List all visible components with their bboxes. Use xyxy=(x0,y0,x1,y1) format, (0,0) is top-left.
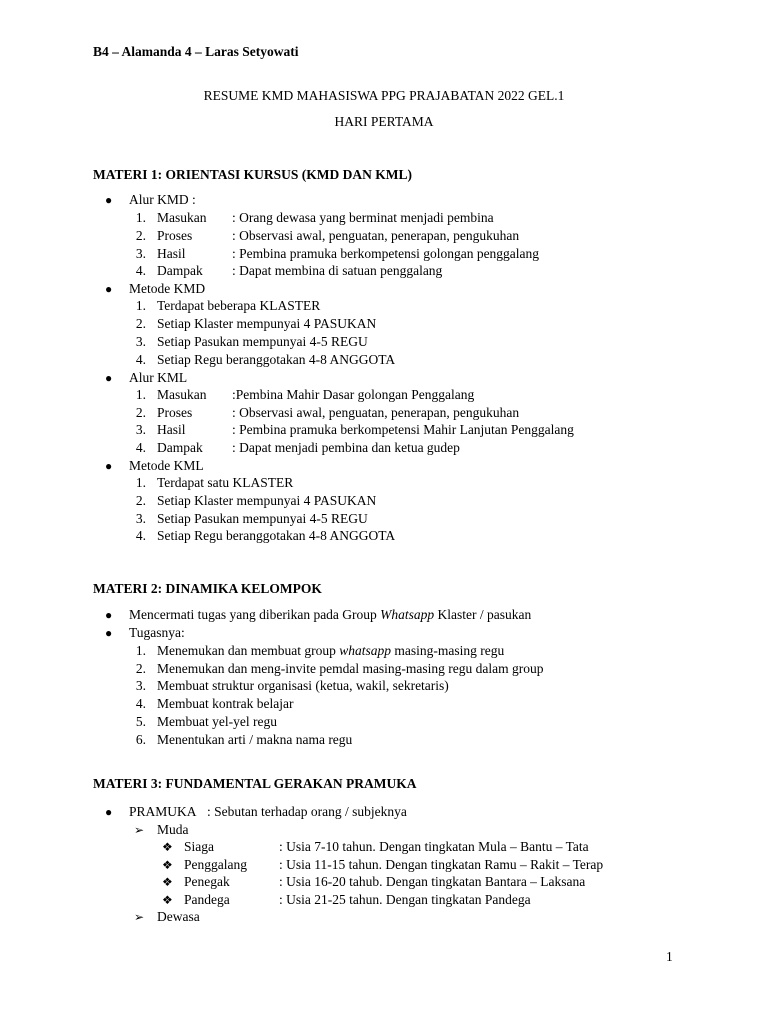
materi2-bullet-2: Tugasnya: xyxy=(129,625,185,640)
list-item-text: Setiap Pasukan mempunyai 4-5 REGU xyxy=(157,511,368,526)
list-item-key: Hasil xyxy=(157,246,186,261)
list-number: 4. xyxy=(135,440,146,455)
list-number: 4. xyxy=(135,528,146,543)
list-number: 6. xyxy=(135,732,146,747)
pramuka-label: PRAMUKA xyxy=(129,804,197,819)
list-item-key: Dampak xyxy=(157,440,203,455)
pramuka-value: : Sebutan terhadap orang / subjeknya xyxy=(207,804,407,819)
list-item-value: : Observasi awal, penguatan, penerapan, pengukuhan xyxy=(232,405,520,420)
list-item-key: Dampak xyxy=(157,263,203,278)
alur-kml-label: Alur KML xyxy=(129,370,188,385)
list-item-key: Proses xyxy=(157,405,193,420)
list-item-text: Terdapat satu KLASTER xyxy=(157,475,294,490)
level-value: : Usia 11-15 tahun. Dengan tingkatan Ramu – Rakit – Terap xyxy=(279,857,604,872)
bullet-icon: ● xyxy=(105,608,113,622)
list-number: 1. xyxy=(135,210,146,225)
materi2-heading: MATERI 2: DINAMIKA KELOMPOK xyxy=(93,581,322,596)
list-item-text: Membuat struktur organisasi (ketua, wakil, sekretaris) xyxy=(157,678,449,693)
list-number: 2. xyxy=(135,228,146,243)
list-item-key: Proses xyxy=(157,228,193,243)
list-item-text: Terdapat beberapa KLASTER xyxy=(157,298,321,313)
page-number: 1 xyxy=(666,949,673,964)
metode-kml-label: Metode KML xyxy=(129,458,204,473)
bullet-icon: ● xyxy=(105,459,113,473)
list-number: 1. xyxy=(135,387,146,402)
list-item-text: Setiap Regu beranggotakan 4-8 ANGGOTA xyxy=(157,528,396,543)
list-number: 4. xyxy=(135,263,146,278)
level-value: : Usia 16-20 tahub. Dengan tingkatan Bantara – Laksana xyxy=(279,874,586,889)
level-key: Penggalang xyxy=(184,857,247,872)
materi3-heading: MATERI 3: FUNDAMENTAL GERAKAN PRAMUKA xyxy=(93,776,417,791)
list-number: 2. xyxy=(135,493,146,508)
diamond-bullet-icon: ❖ xyxy=(162,875,173,889)
level-key: Pandega xyxy=(184,892,230,907)
diamond-bullet-icon: ❖ xyxy=(162,840,173,854)
list-number: 4. xyxy=(135,696,146,711)
list-item-value: : Orang dewasa yang berminat menjadi pembina xyxy=(232,210,494,225)
list-number: 3. xyxy=(135,422,146,437)
list-item-text: Setiap Klaster mempunyai 4 PASUKAN xyxy=(157,316,377,331)
level-value: : Usia 21-25 tahun. Dengan tingkatan Pandega xyxy=(279,892,531,907)
list-number: 3. xyxy=(135,246,146,261)
level-key: Penegak xyxy=(184,874,230,889)
level-key: Siaga xyxy=(184,839,214,854)
bullet-icon: ● xyxy=(105,193,113,207)
list-item-key: Masukan xyxy=(157,387,207,402)
list-number: 1. xyxy=(135,643,146,658)
materi2-bullet-1: Mencermati tugas yang diberikan pada Group Whatsapp Klaster / pasukan xyxy=(129,607,532,622)
document-subtitle: HARI PERTAMA xyxy=(334,114,434,129)
metode-kmd-label: Metode KMD xyxy=(129,281,206,296)
list-item-text: Menentukan arti / makna nama regu xyxy=(157,732,353,747)
arrow-bullet-icon: ➢ xyxy=(134,910,145,924)
list-number: 2. xyxy=(135,405,146,420)
list-number: 1. xyxy=(135,475,146,490)
list-number: 5. xyxy=(135,714,146,729)
list-item-text: Membuat yel-yel regu xyxy=(157,714,277,729)
bullet-icon: ● xyxy=(105,282,113,296)
bullet-icon: ● xyxy=(105,626,113,640)
list-number: 3. xyxy=(135,334,146,349)
list-item-key: Masukan xyxy=(157,210,207,225)
document-title: RESUME KMD MAHASISWA PPG PRAJABATAN 2022 GEL.1 xyxy=(203,88,565,103)
materi1-heading: MATERI 1: ORIENTASI KURSUS (KMD DAN KML) xyxy=(93,167,413,182)
diamond-bullet-icon: ❖ xyxy=(162,893,173,907)
list-item-value: : Pembina pramuka berkompetensi golongan penggalang xyxy=(232,246,540,261)
dewasa-label: Dewasa xyxy=(157,909,200,924)
list-item-text: Setiap Regu beranggotakan 4-8 ANGGOTA xyxy=(157,352,396,367)
alur-kmd-label: Alur KMD : xyxy=(129,192,196,207)
list-item-text: Setiap Klaster mempunyai 4 PASUKAN xyxy=(157,493,377,508)
list-item-value: : Observasi awal, penguatan, penerapan, pengukuhan xyxy=(232,228,520,243)
muda-label: Muda xyxy=(157,822,189,837)
bullet-icon: ● xyxy=(105,805,113,819)
list-number: 4. xyxy=(135,352,146,367)
list-item-text: Menemukan dan meng-invite pemdal masing-masing regu dalam group xyxy=(157,661,544,676)
list-item-value: : Pembina pramuka berkompetensi Mahir Lanjutan Penggalang xyxy=(232,422,574,437)
list-number: 1. xyxy=(135,298,146,313)
list-item-key: Hasil xyxy=(157,422,186,437)
list-number: 3. xyxy=(135,678,146,693)
document-header: B4 – Alamanda 4 – Laras Setyowati xyxy=(93,44,299,59)
list-number: 2. xyxy=(135,661,146,676)
list-item-value: :Pembina Mahir Dasar golongan Penggalang xyxy=(232,387,475,402)
diamond-bullet-icon: ❖ xyxy=(162,858,173,872)
list-number: 2. xyxy=(135,316,146,331)
bullet-icon: ● xyxy=(105,371,113,385)
arrow-bullet-icon: ➢ xyxy=(134,823,145,837)
list-item-text: Setiap Pasukan mempunyai 4-5 REGU xyxy=(157,334,368,349)
level-value: : Usia 7-10 tahun. Dengan tingkatan Mula – Bantu – Tata xyxy=(279,839,589,854)
list-number: 3. xyxy=(135,511,146,526)
list-item-value: : Dapat membina di satuan penggalang xyxy=(232,263,443,278)
list-item-text: Membuat kontrak belajar xyxy=(157,696,294,711)
list-item-text: Menemukan dan membuat group whatsapp masing-masing regu xyxy=(157,643,505,658)
list-item-value: : Dapat menjadi pembina dan ketua gudep xyxy=(232,440,460,455)
